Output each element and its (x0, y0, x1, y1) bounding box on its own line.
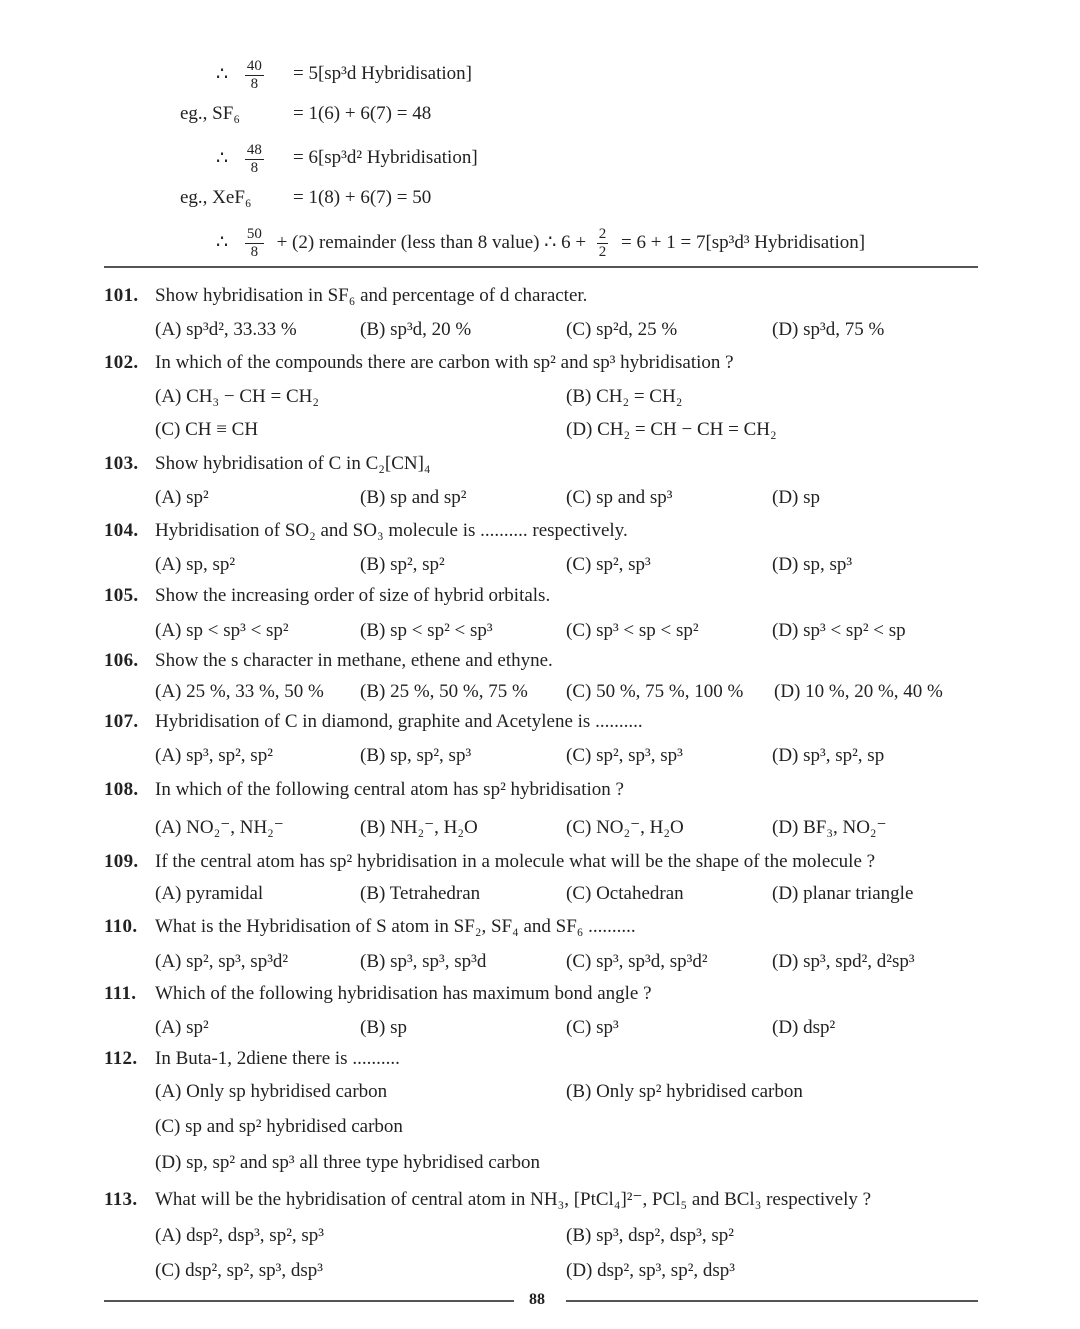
q113-option-c: (C) dsp², sp², sp³, dsp³ (155, 1260, 323, 1281)
q112-option-c: (C) sp and sp² hybridised carbon (155, 1116, 403, 1137)
q105-option-c: (C) sp³ < sp < sp² (566, 620, 699, 641)
calc-row-2-rhs: = 1(6) + 6(7) = 48 (293, 103, 432, 124)
q111-option-b: (B) sp (360, 1017, 407, 1038)
q112-option-b: (B) Only sp² hybridised carbon (566, 1081, 803, 1102)
therefore-symbol: ∴ (216, 147, 229, 169)
q101-option-b: (B) sp³d, 20 % (360, 319, 472, 340)
q103-option-d: (D) sp (772, 487, 821, 508)
q111-option-a: (A) sp² (155, 1017, 209, 1038)
q106-option-c: (C) 50 %, 75 %, 100 % (566, 681, 744, 702)
question-101: 101. Show hybridisation in SF₆ and percentage of d character. (104, 285, 588, 306)
fraction-48-8: $\frac{48}{8}$ (246, 142, 262, 176)
q109-option-b: (B) Tetrahedran (360, 883, 481, 904)
q103-option-c: (C) sp and sp³ (566, 487, 673, 508)
top-divider (104, 266, 978, 268)
question-112: 112. In Buta-1, 2diene there is .......... (104, 1048, 400, 1069)
q102-option-d: (D) CH₂ = CH − CH = CH₂ (566, 419, 777, 440)
q107-option-d: (D) sp³, sp², sp (772, 745, 885, 766)
q108-option-c: (C) NO₂⁻, H₂O (566, 817, 684, 838)
fraction-50-8: $\frac{50}{8}$ (246, 226, 262, 260)
question-110: 110. What is the Hybridisation of S atom in SF₂, SF₄ and SF₆ .......... (104, 916, 636, 937)
calc-row-5-end: = 6 + 1 = 7[sp³d³ Hybridisation] (621, 231, 866, 253)
q104-option-d: (D) sp, sp³ (772, 554, 853, 575)
calc-row-2-lhs: eg., SF₆ (180, 103, 240, 124)
question-105: 105. Show the increasing order of size of hybrid orbitals. (104, 585, 551, 606)
q111-option-d: (D) dsp² (772, 1017, 836, 1038)
q103-option-a: (A) sp² (155, 487, 209, 508)
page-number: 88 (529, 1291, 545, 1308)
question-107: 107. Hybridisation of C in diamond, graphite and Acetylene is .......... (104, 711, 643, 732)
q105-option-b: (B) sp < sp² < sp³ (360, 620, 493, 641)
calc-row-1 (216, 59, 264, 92)
q108-option-d: (D) BF₃, NO₂⁻ (772, 817, 887, 838)
footer-rule-right (566, 1300, 978, 1302)
q110-option-d: (D) sp³, spd², d²sp³ (772, 951, 915, 972)
q101-option-d: (D) sp³d, 75 % (772, 319, 885, 340)
q103-option-b: (B) sp and sp² (360, 487, 467, 508)
question-103: 103. Show hybridisation of C in C₂[CN]₄ (104, 453, 431, 474)
calc-row-4-lhs: eg., XeF₆ (180, 187, 252, 208)
q113-option-d: (D) dsp², sp³, sp², dsp³ (566, 1260, 735, 1281)
q106-option-b: (B) 25 %, 50 %, 75 % (360, 681, 528, 702)
q102-option-c: (C) CH ≡ CH (155, 419, 259, 440)
question-108: 108. In which of the following central atom has sp² hybridisation ? (104, 779, 624, 800)
calc-row-1-rhs: = 5[sp³d Hybridisation] (293, 63, 472, 84)
q110-option-b: (B) sp³, sp³, sp³d (360, 951, 487, 972)
footer-rule-left (104, 1300, 514, 1302)
calc-row-5-mid: + (2) remainder (less than 8 value) ∴ 6 + (276, 231, 587, 253)
q102-option-a: (A) CH₃ − CH = CH₂ (155, 386, 319, 407)
q107-option-c: (C) sp², sp³, sp³ (566, 745, 683, 766)
q101-option-a: (A) sp³d², 33.33 % (155, 319, 297, 340)
q106-option-a: (A) 25 %, 33 %, 50 % (155, 681, 324, 702)
q109-option-d: (D) planar triangle (772, 883, 914, 904)
q105-option-d: (D) sp³ < sp² < sp (772, 620, 906, 641)
q110-option-c: (C) sp³, sp³d, sp³d² (566, 951, 708, 972)
q107-option-a: (A) sp³, sp², sp² (155, 745, 273, 766)
question-109: 109. If the central atom has sp² hybridisation in a molecule what will be the shape of the molecule ? (104, 851, 876, 872)
q108-option-a: (A) NO₂⁻, NH₂⁻ (155, 817, 284, 838)
question-102: 102. In which of the compounds there are carbon with sp² and sp³ hybridisation ? (104, 352, 734, 373)
q113-option-a: (A) dsp², dsp³, sp², sp³ (155, 1225, 324, 1246)
therefore-symbol: ∴ (216, 63, 229, 85)
q113-option-b: (B) sp³, dsp², dsp³, sp² (566, 1225, 734, 1246)
q104-option-b: (B) sp², sp² (360, 554, 445, 575)
calc-row-3 (216, 143, 264, 176)
q105-option-a: (A) sp < sp³ < sp² (155, 620, 289, 641)
q109-option-c: (C) Octahedran (566, 883, 684, 904)
fraction-2-2: $\frac{2}{2}$ (598, 226, 607, 260)
fraction-40-8: $\frac{40}{8}$ (246, 58, 262, 92)
q107-option-b: (B) sp, sp², sp³ (360, 745, 472, 766)
question-113: 113. What will be the hybridisation of central atom in NH₃, [PtCl₄]²⁻, PCl₅ and BCl₃ respectively ? (104, 1189, 872, 1210)
calc-row-5 (216, 227, 865, 260)
q109-option-a: (A) pyramidal (155, 883, 264, 904)
q101-option-c: (C) sp²d, 25 % (566, 319, 678, 340)
q108-option-b: (B) NH₂⁻, H₂O (360, 817, 478, 838)
q104-option-a: (A) sp, sp² (155, 554, 236, 575)
q112-option-d: (D) sp, sp² and sp³ all three type hybridised carbon (155, 1152, 540, 1173)
question-106: 106. Show the s character in methane, ethene and ethyne. (104, 650, 553, 671)
q111-option-c: (C) sp³ (566, 1017, 619, 1038)
question-111: 111. Which of the following hybridisation has maximum bond angle ? (104, 983, 652, 1004)
q112-option-a: (A) Only sp hybridised carbon (155, 1081, 388, 1102)
calc-row-3-rhs: = 6[sp³d² Hybridisation] (293, 147, 478, 168)
q106-option-d: (D) 10 %, 20 %, 40 % (774, 681, 943, 702)
therefore-symbol: ∴ (216, 231, 229, 253)
q104-option-c: (C) sp², sp³ (566, 554, 651, 575)
q110-option-a: (A) sp², sp³, sp³d² (155, 951, 289, 972)
question-104: 104. Hybridisation of SO₂ and SO₃ molecule is .......... respectively. (104, 520, 628, 541)
calc-row-4-rhs: = 1(8) + 6(7) = 50 (293, 187, 432, 208)
q102-option-b: (B) CH₂ = CH₂ (566, 386, 683, 407)
